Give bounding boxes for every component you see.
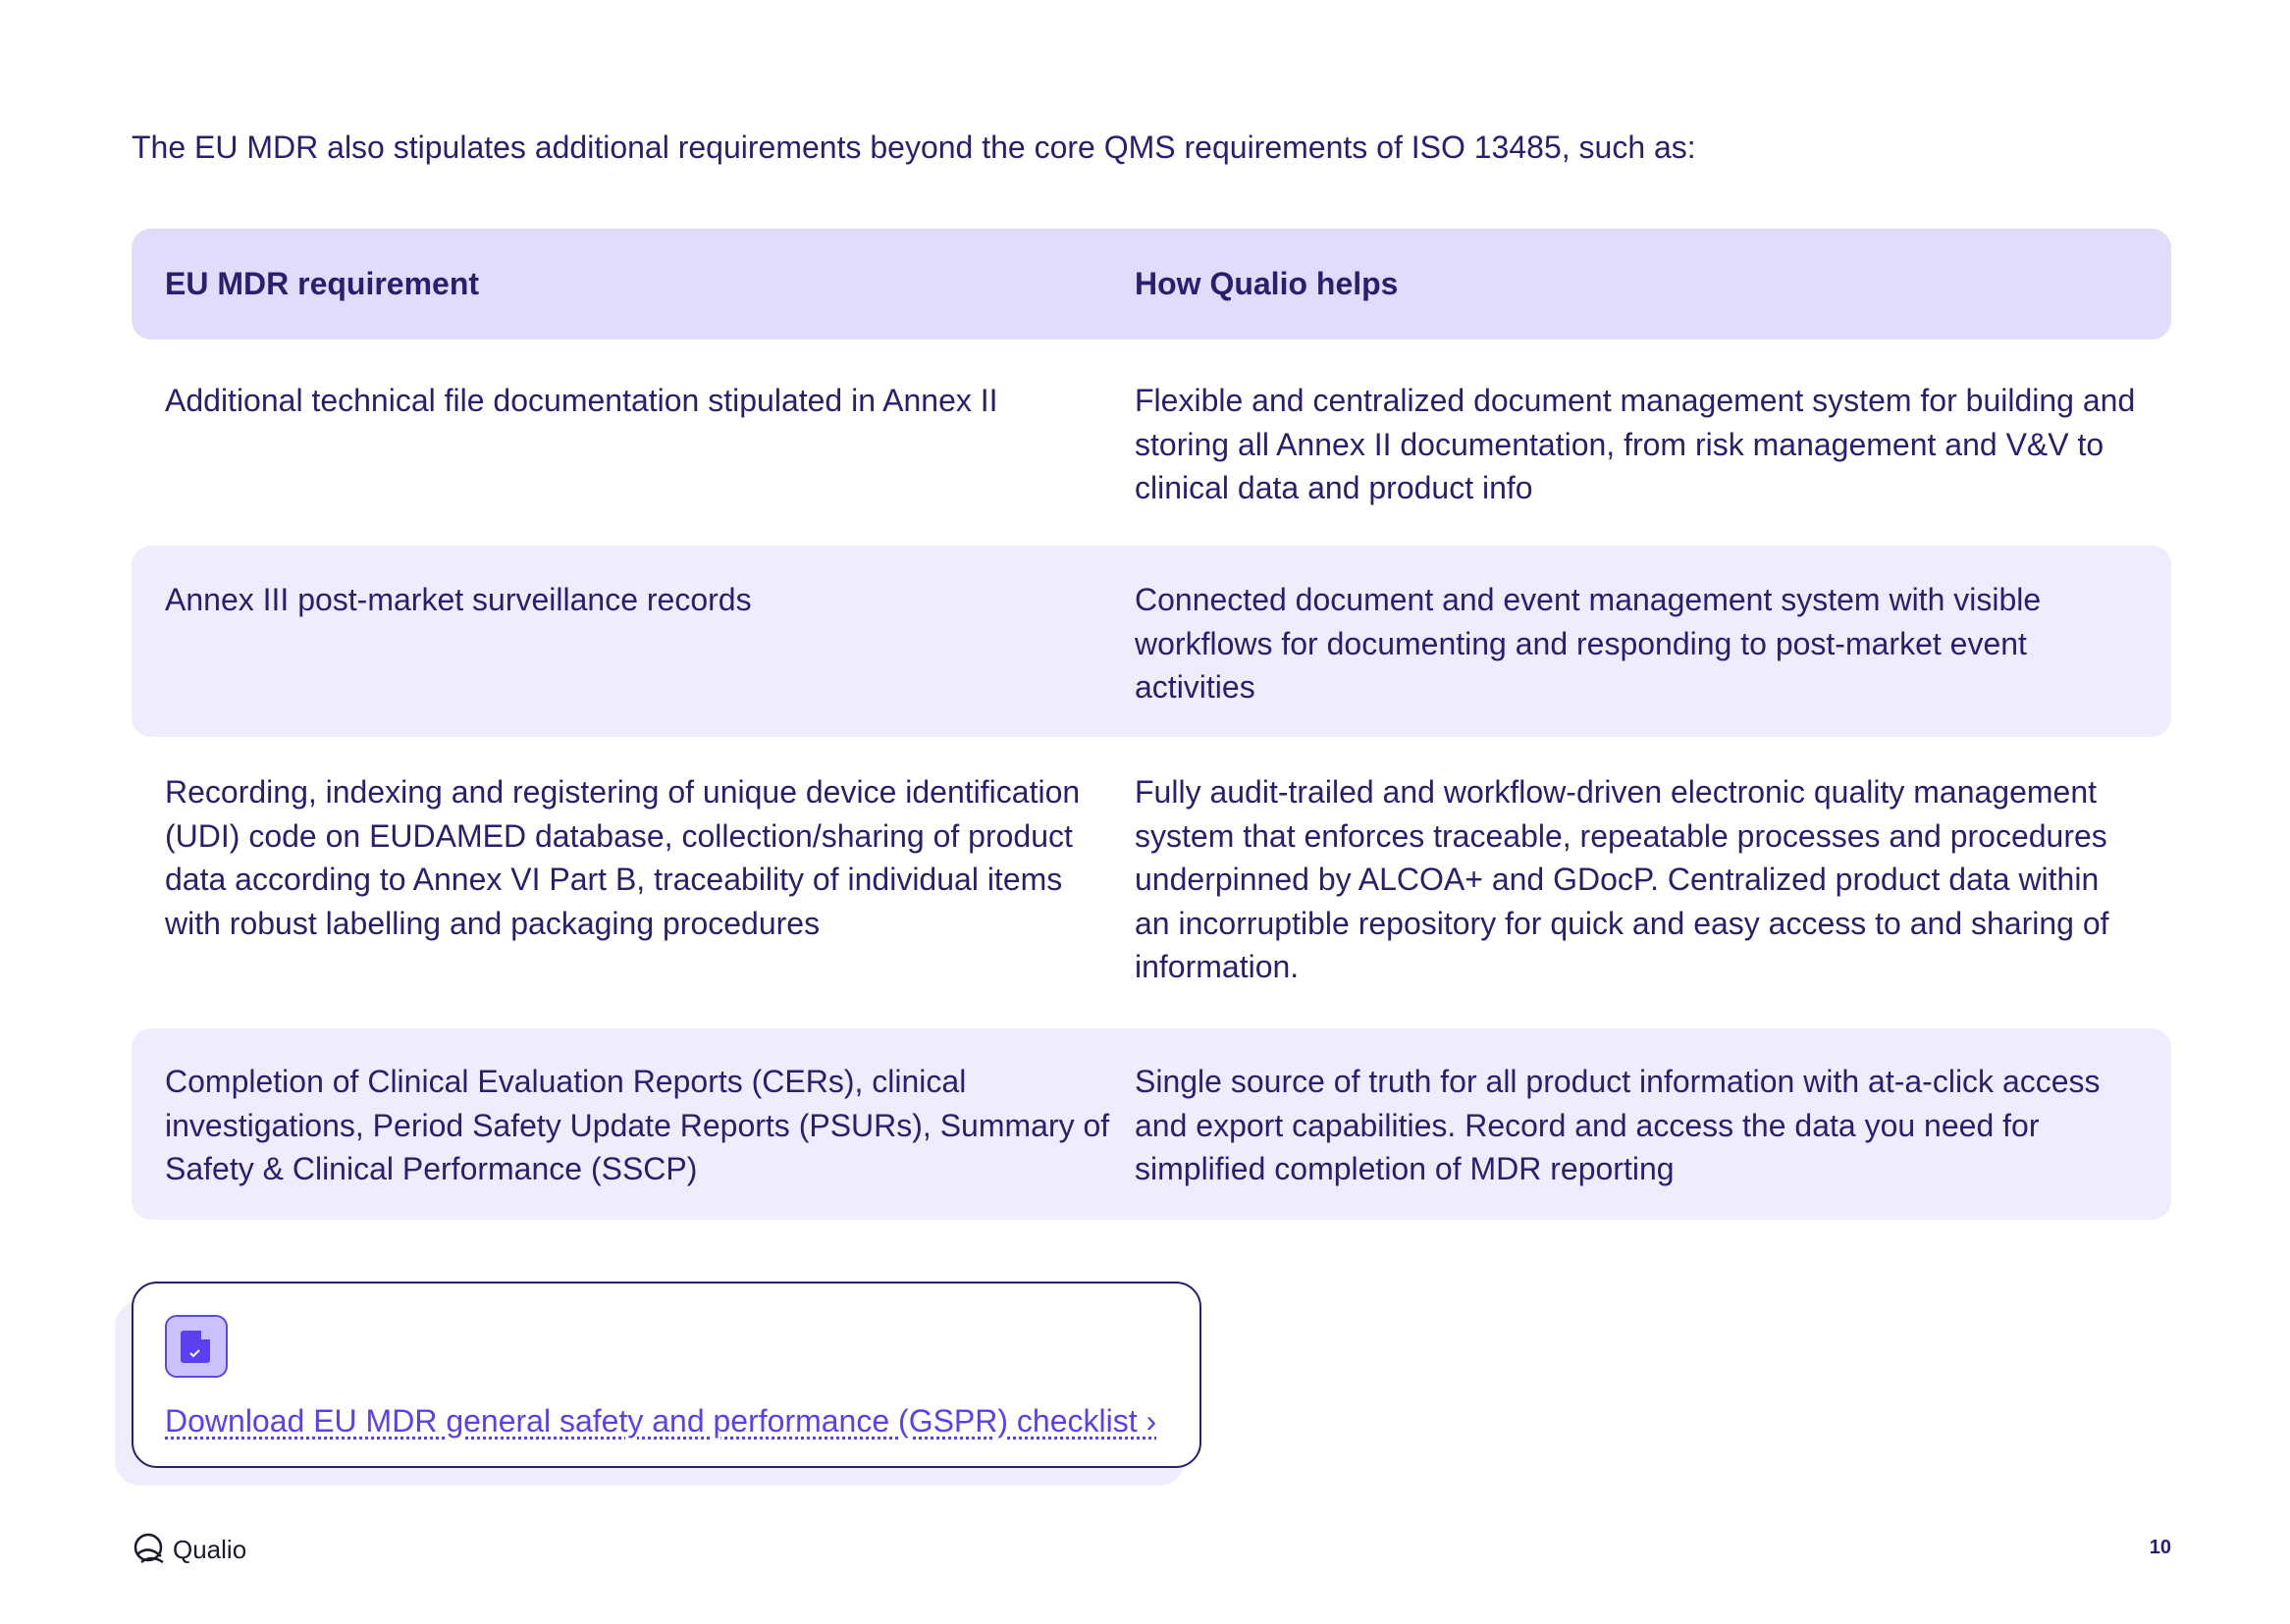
table-row <box>132 737 2171 1028</box>
qualio-helps-cell: Connected document and event management system with visible workflows for documenting and responding to post-market event activities <box>1135 582 2042 705</box>
qualio-helps-cell: Flexible and centralized document management system for building and storing all Annex II documentation, from risk management and V&V to clinical data and product info <box>1135 383 2136 505</box>
document-check-icon <box>165 1315 228 1378</box>
intro-text: The EU MDR also stipulates additional requirements beyond the core QMS requirements of ISO 13485, such as: <box>132 130 1696 165</box>
download-checklist-link[interactable]: Download EU MDR general safety and performance (GSPR) checklist › <box>165 1403 1157 1439</box>
qualio-helps-cell: Single source of truth for all product information with at-a-click access and export capabilities. Record and access the data you need for simplified completion of MDR reporting <box>1135 1064 2101 1186</box>
requirement-cell: Completion of Clinical Evaluation Reports (CERs), clinical investigations, Period Safety Update Reports (PSURs), Summary of Safety & Clinical Performance (SSCP) <box>165 1064 1110 1186</box>
requirement-cell: Annex III post-market surveillance records <box>165 582 752 617</box>
download-checklist-card[interactable] <box>132 1282 1201 1468</box>
table-row <box>132 546 2171 737</box>
qualio-logo-icon <box>132 1533 165 1566</box>
qualio-helps-cell: Fully audit-trailed and workflow-driven electronic quality management system that enforces traceable, repeatable processes and procedures underpinned by ALCOA+ and GDocP. Centralized product data within an incorruptible repository for quick and easy access to and sharing of information. <box>1135 774 2109 984</box>
column-header-qualio-helps: How Qualio helps <box>1135 266 1399 302</box>
table-row <box>132 1028 2171 1220</box>
requirement-cell: Additional technical file documentation stipulated in Annex II <box>165 383 998 418</box>
qualio-logo <box>132 1533 246 1566</box>
table-row <box>132 340 2171 546</box>
page-number: 10 <box>2149 1537 2171 1558</box>
column-header-requirement: EU MDR requirement <box>165 266 480 302</box>
requirement-cell: Recording, indexing and registering of unique device identification (UDI) code on EUDAMED database, collection/sharing of product data according to Annex VI Part B, traceability of individual items with robust labelling and packaging procedures <box>165 774 1081 941</box>
logo-wordmark: Qualio <box>173 1534 247 1564</box>
requirements-table <box>132 229 2171 1220</box>
table-header-row <box>132 229 2171 340</box>
